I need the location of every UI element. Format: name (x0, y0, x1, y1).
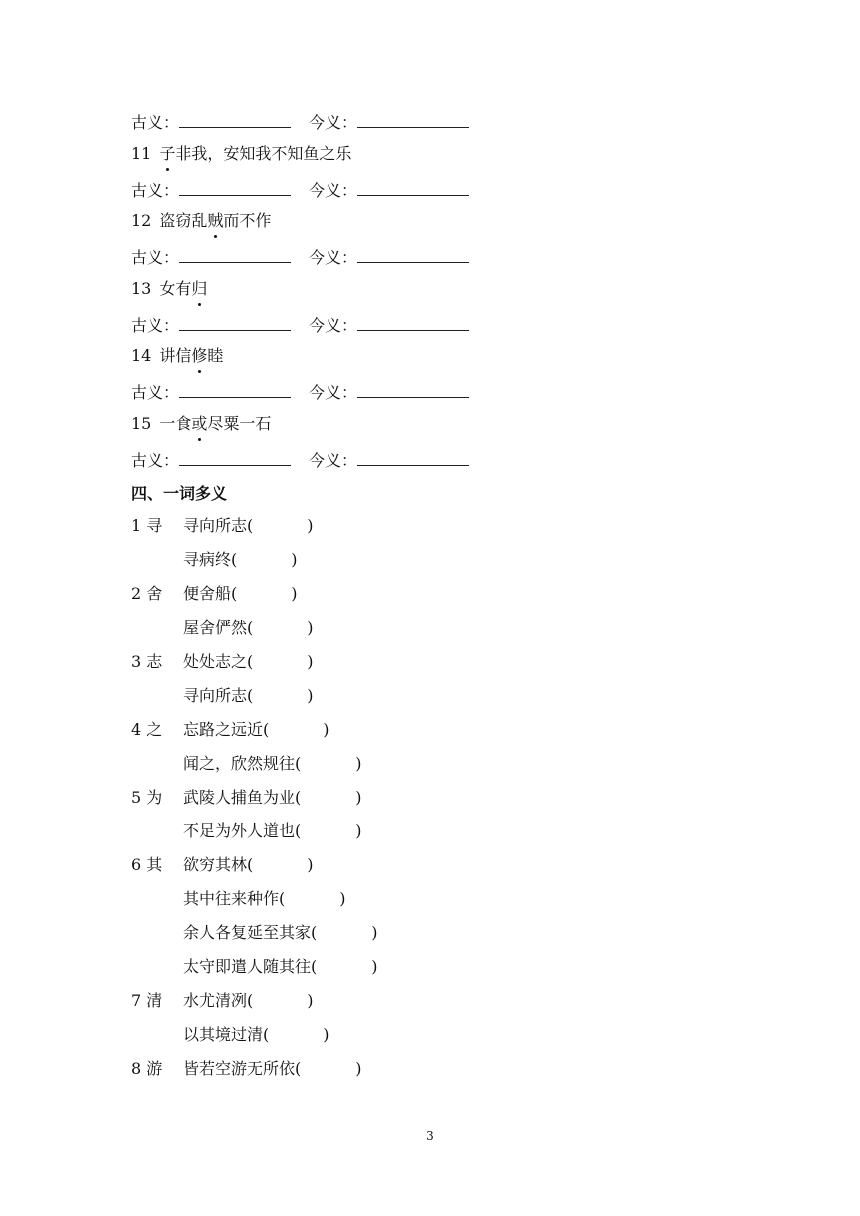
close-paren: ) (355, 754, 362, 773)
polysemy-sub (183, 888, 346, 910)
polysemy-sub (183, 685, 314, 707)
polysemy-sub (183, 753, 362, 775)
modern-meaning-blank[interactable] (357, 111, 469, 128)
polysemy-group-5 (131, 787, 362, 809)
close-paren: ) (371, 923, 378, 942)
close-paren: ) (355, 788, 362, 807)
group-head: 3 志 (131, 652, 163, 671)
ancient-meaning-label: 古义： (131, 451, 180, 470)
phrase: 屋舍俨然( (183, 618, 254, 637)
polysemy-sub (183, 956, 378, 978)
answer-line-12 (131, 246, 469, 268)
ancient-meaning-blank[interactable] (179, 111, 291, 128)
modern-meaning-blank[interactable] (357, 449, 469, 466)
polysemy-group-1 (131, 515, 314, 537)
item-text-before: 盗窃乱 (159, 211, 208, 230)
close-paren: ) (307, 652, 314, 671)
ancient-meaning-blank[interactable] (179, 381, 291, 398)
group-head: 8 游 (131, 1059, 163, 1078)
item-12 (131, 210, 271, 232)
item-number: 14 (131, 346, 152, 365)
polysemy-group-8 (131, 1058, 362, 1080)
item-text-after: 睦 (207, 346, 224, 365)
dotted-char: 贼 (207, 211, 224, 230)
group-head: 5 为 (131, 788, 163, 807)
modern-meaning-label: 今义： (309, 383, 358, 402)
group-head: 4 之 (131, 720, 163, 739)
polysemy-sub (183, 617, 314, 639)
close-paren: ) (291, 584, 298, 603)
modern-meaning-label: 今义： (309, 181, 358, 200)
modern-meaning-label: 今义： (309, 316, 358, 335)
polysemy-sub (183, 820, 362, 842)
item-11 (131, 143, 351, 165)
ancient-meaning-label: 古义： (131, 113, 180, 132)
item-text-before: 一食 (159, 414, 192, 433)
dotted-char: 或 (191, 414, 208, 433)
close-paren: ) (323, 1025, 330, 1044)
ancient-meaning-blank[interactable] (179, 246, 291, 263)
modern-meaning-blank[interactable] (357, 179, 469, 196)
close-paren: ) (323, 720, 330, 739)
polysemy-sub (183, 549, 298, 571)
polysemy-group-2 (131, 583, 298, 605)
item-text-after: 尽粟一石 (207, 414, 272, 433)
phrase: 其中往来种作( (183, 889, 286, 908)
group-head: 7 清 (131, 991, 163, 1010)
polysemy-group-3 (131, 651, 314, 673)
phrase: 以其境过清( (183, 1025, 270, 1044)
modern-meaning-blank[interactable] (357, 314, 469, 331)
close-paren: ) (307, 855, 314, 874)
close-paren: ) (307, 618, 314, 637)
group-head: 6 其 (131, 855, 163, 874)
ancient-meaning-blank[interactable] (179, 179, 291, 196)
polysemy-sub (183, 1024, 330, 1046)
polysemy-group-4 (131, 719, 330, 741)
phrase: 便舍船( (183, 584, 238, 603)
item-text-after: 而不作 (223, 211, 272, 230)
page-number: 3 (426, 1129, 434, 1143)
answer-line-15 (131, 449, 469, 471)
close-paren: ) (307, 991, 314, 1010)
phrase: 忘路之远近( (183, 720, 270, 739)
polysemy-group-6 (131, 854, 314, 876)
phrase: 处处志之( (183, 652, 254, 671)
close-paren: ) (371, 957, 378, 976)
dotted-char: 修 (191, 346, 208, 365)
close-paren: ) (307, 516, 314, 535)
group-head: 2 舍 (131, 584, 163, 603)
polysemy-group-7 (131, 990, 314, 1012)
phrase: 水尤清冽( (183, 991, 254, 1010)
ancient-meaning-blank[interactable] (179, 314, 291, 331)
item-14 (131, 345, 223, 367)
answer-line-13 (131, 314, 469, 336)
close-paren: ) (355, 821, 362, 840)
phrase: 皆若空游无所依( (183, 1059, 302, 1078)
ancient-meaning-label: 古义： (131, 248, 180, 267)
phrase: 太守即遣人随其往( (183, 957, 318, 976)
answer-line-14 (131, 381, 469, 403)
modern-meaning-label: 今义： (309, 113, 358, 132)
item-number: 11 (131, 144, 152, 163)
phrase: 不足为外人道也( (183, 821, 302, 840)
item-text-before: 女有 (159, 279, 192, 298)
item-text-before: 讲信 (159, 346, 192, 365)
ancient-meaning-label: 古义： (131, 316, 180, 335)
ancient-meaning-label: 古义： (131, 383, 180, 402)
polysemy-sub (183, 922, 378, 944)
modern-meaning-blank[interactable] (357, 381, 469, 398)
dotted-char: 归 (191, 279, 208, 298)
item-text-after: 非我，安知我不知鱼之乐 (175, 144, 352, 163)
item-number: 13 (131, 279, 152, 298)
item-13 (131, 278, 207, 300)
phrase: 寻向所志( (183, 516, 254, 535)
modern-meaning-blank[interactable] (357, 246, 469, 263)
ancient-meaning-blank[interactable] (179, 449, 291, 466)
phrase: 寻向所志( (183, 686, 254, 705)
close-paren: ) (291, 550, 298, 569)
phrase: 武陵人捕鱼为业( (183, 788, 302, 807)
phrase: 余人各复延至其家( (183, 923, 318, 942)
section-title: 四、一词多义 (131, 484, 228, 503)
item-15 (131, 413, 271, 435)
phrase: 欲穷其林( (183, 855, 254, 874)
close-paren: ) (339, 889, 346, 908)
close-paren: ) (355, 1059, 362, 1078)
phrase: 闻之，欣然规往( (183, 754, 302, 773)
group-head: 1 寻 (131, 516, 163, 535)
item-number: 15 (131, 414, 152, 433)
item-number: 12 (131, 211, 152, 230)
close-paren: ) (307, 686, 314, 705)
phrase: 寻病终( (183, 550, 238, 569)
answer-line-11 (131, 179, 469, 201)
modern-meaning-label: 今义： (309, 248, 358, 267)
modern-meaning-label: 今义： (309, 451, 358, 470)
ancient-meaning-label: 古义： (131, 181, 180, 200)
dotted-char: 子 (159, 144, 176, 163)
answer-line-10 (131, 111, 469, 133)
